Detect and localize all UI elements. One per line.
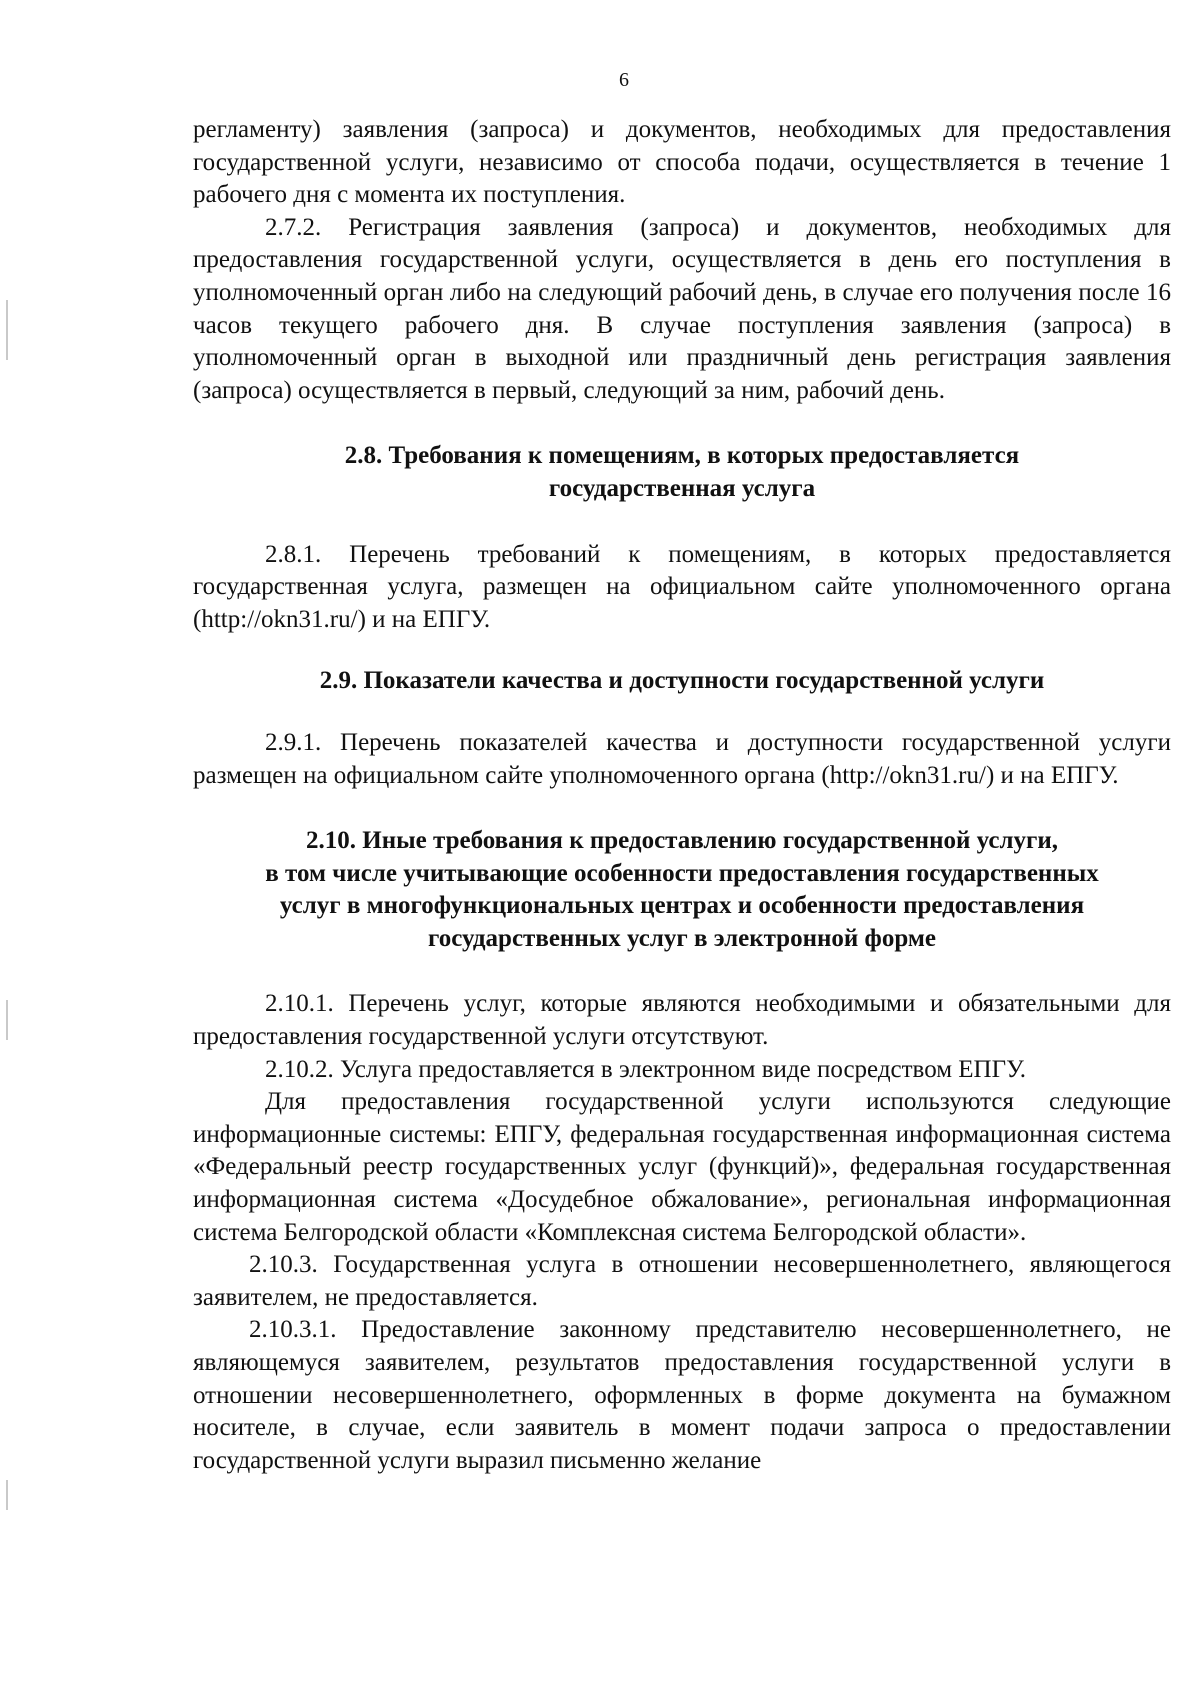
heading-line: государственных услуг в электронной форме	[427, 924, 936, 952]
page-number: 6	[619, 69, 629, 91]
heading-2-8	[193, 440, 1171, 505]
heading-line: услуг в многофункциональных центрах и особенности предоставления	[279, 892, 1085, 920]
paragraph-2-7-2: 2.7.2. Регистрация заявления (запроса) и документов, необходимых для предоставления государственной услуги, осуществляется в день его поступления в уполномоченный орган либо на следующий рабочий день, в случае его получения после 16 часов текущего рабочего дня. В случае поступления заявления (запроса) в уполномоченный орган в выходной или праздничный день регистрация заявления (запроса) осуществляется в первый, следующий за ним, рабочий день.	[193, 213, 1171, 404]
document-body	[193, 114, 1171, 1477]
heading-2-9	[193, 665, 1171, 698]
paragraph-2-10-1: 2.10.1. Перечень услуг, которые являются необходимыми и обязательными для предоставления государственной услуги отсутствуют.	[193, 990, 1171, 1051]
heading-line: в том числе учитывающие особенности предоставления государственных	[265, 859, 1099, 887]
paragraph-2-10-3-1: 2.10.3.1. Предоставление законному представителю несовершеннолетнего, не являющемуся заявителем, результатов предоставления государственной услуги в отношении несовершеннолетнего, оформленных в форме документа на бумажном носителе, в случае, если заявитель в момент подачи запроса о предоставлении государственной услуги выразил письменно желание	[193, 1316, 1171, 1474]
heading-2-10	[193, 825, 1171, 955]
paragraph-2-10-3: 2.10.3. Государственная услуга в отношении несовершеннолетнего, являющегося заявителем, не предоставляется.	[193, 1251, 1171, 1311]
paragraph-information-systems: Для предоставления государственной услуги используются следующие информационные системы: ЕПГУ, федеральная государственная информационная система «Федеральный реестр государственных услуг (функций)», федеральная государственная информационная система «Досудебное обжалование», региональная информационная система Белгородской области «Комплексная система Белгородской области».	[193, 1088, 1171, 1246]
heading-line: 2.9. Показатели качества и доступности государственной услуги	[319, 667, 1045, 695]
paragraph-2-10-2: 2.10.2. Услуга предоставляется в электронном виде посредством ЕПГУ.	[265, 1055, 1026, 1083]
paragraph-2-9-1: 2.9.1. Перечень показателей качества и доступности государственной услуги размещен на официальном сайте уполномоченного органа (http://okn31.ru/) и на ЕПГУ.	[193, 728, 1171, 789]
scan-edge-mark	[6, 1000, 8, 1040]
heading-line: 2.8. Требования к помещениям, в которых предоставляется	[344, 442, 1020, 470]
paragraph-2-8-1: 2.8.1. Перечень требований к помещениям, в которых предоставляется государственная услуга, размещен на официальном сайте уполномоченного органа (http://okn31.ru/) и на ЕПГУ.	[193, 540, 1171, 633]
scan-edge-mark	[6, 1480, 8, 1510]
heading-line: 2.10. Иные требования к предоставлению государственной услуги,	[306, 827, 1058, 855]
heading-line: государственная услуга	[548, 474, 816, 502]
scan-edge-mark	[6, 300, 8, 360]
paragraph-continuation: регламенту) заявления (запроса) и документов, необходимых для предоставления государственной услуги, независимо от способа подачи, осуществляется в течение 1 рабочего дня с момента их поступления.	[193, 116, 1171, 209]
